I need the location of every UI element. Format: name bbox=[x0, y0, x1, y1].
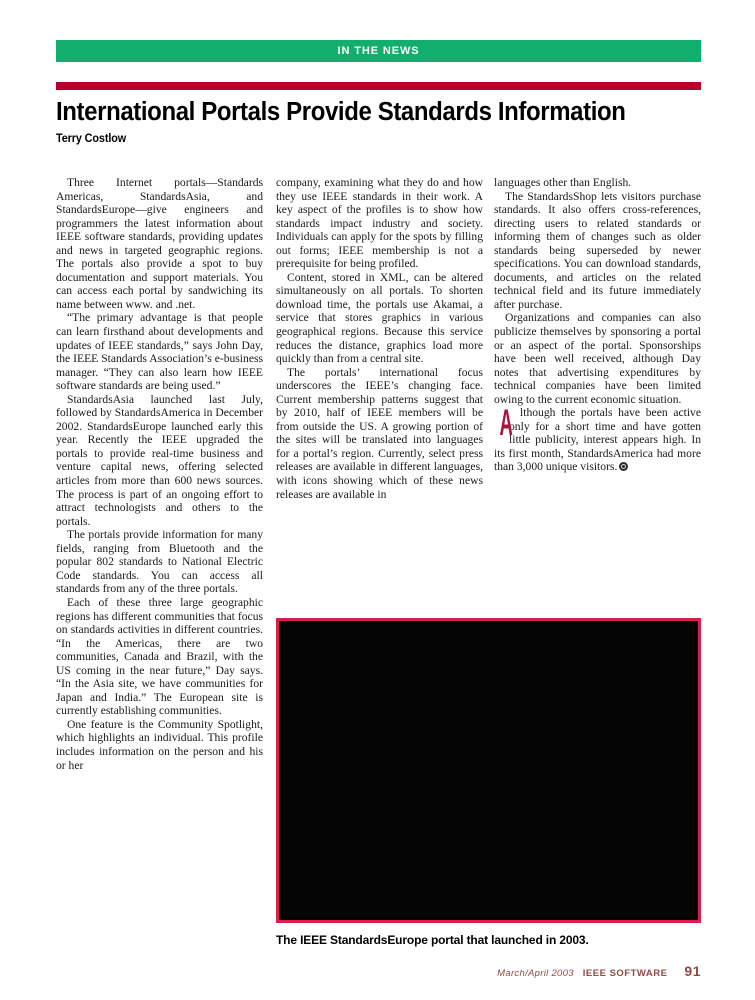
paragraph: Three Internet portals—Standards Americas, StandardsAsia, and StandardsEurope—give engineers and programmers the latest information about IEEE software standards, providing updates and news in targeted geographic regions. The portals also provide a spot to buy documentation and support materials. You can access each portal by sandwiching its name between www. and .net. bbox=[56, 176, 263, 311]
portal-screenshot-image bbox=[282, 624, 695, 917]
dropcap-paragraph bbox=[494, 402, 701, 474]
paragraph: “The primary advantage is that people can learn firsthand about developments and updates of IEEE standards,” says John Day, the IEEE Standards Association’s e-business manager. “They can also learn how IEEE software standards are being used.” bbox=[56, 311, 263, 393]
drop-cap-letter: A bbox=[499, 402, 513, 444]
footer-page-number: 91 bbox=[684, 963, 701, 979]
paragraph: languages other than English. bbox=[494, 176, 632, 189]
footer-publication-name: IEEE SOFTWARE bbox=[582, 968, 668, 979]
section-banner bbox=[56, 40, 701, 62]
paragraph: One feature is the Community Spotlight, which highlights an individual. This profile includes information on the person and his or her bbox=[56, 717, 263, 772]
crimson-divider-rule bbox=[56, 82, 701, 90]
author-byline: Terry Costlow bbox=[56, 133, 127, 145]
figure-frame bbox=[276, 618, 701, 923]
figure-caption: The IEEE StandardsEurope portal that launched in 2003. bbox=[276, 933, 589, 947]
article-column-3 bbox=[494, 176, 701, 596]
paragraph: The portals’ international focus underscores the IEEE’s changing face. Current membership patterns suggest that by 2010, half of IEEE members will be from outside the US. A growing portion of the sites will be translated into languages for a portal’s region. Currently, select press releases are available in different languages, with icons showing which of these news releases are available in bbox=[276, 365, 483, 501]
page-footer bbox=[497, 963, 701, 979]
page-title: International Portals Provide Standards Information bbox=[56, 98, 626, 126]
paragraph: Organizations and companies can also publicize themselves by sponsoring a portal or an aspect of the portal. Sponsorships have been well received, although Day notes that advertising expenditures by technical companies have been limited owing to the current economic situation. bbox=[494, 311, 701, 406]
end-of-article-mark-icon bbox=[619, 462, 628, 471]
paragraph: company, examining what they do and how they use IEEE standards in their work. A key aspect of the profiles is to show how standards impact industry and society. Individuals can apply for the spots by filling out forms; IEEE membership is not a prerequisite for being profiled. bbox=[276, 176, 483, 271]
dropcap-paragraph-text: lthough the portals have been active only for a short time and have gotten little publicity, interest appears high. In its first month, StandardsAmerica had more than 3,000 unique visitors. bbox=[494, 406, 701, 474]
paragraph: Content, stored in XML, can be altered simultaneously on all portals. To shorten download time, the portals use Akamai, a service that stores graphics in various geographical regions. Because this service reduces the distance, graphics load more quickly than from a central site. bbox=[276, 270, 483, 366]
footer-issue-date: March/April 2003 bbox=[497, 968, 574, 979]
paragraph: Each of these three large geographic regions has different communities that focus on standards activities in different countries. “In the Americas, there are two communities, Canada and Brazil, with the US coming in the near future,” Day says. “In the Asia site, we have communities for Japan and India.” The European site is currently establishing communities. bbox=[56, 595, 263, 718]
section-banner-label: IN THE NEWS bbox=[337, 45, 420, 57]
article-column-1 bbox=[56, 176, 263, 966]
figure bbox=[276, 618, 701, 923]
paragraph: The portals provide information for many fields, ranging from Bluetooth and the popular 802 standards to National Electric Code standards. You can access all standards from any of the three portals. bbox=[56, 528, 263, 596]
paragraph: StandardsAsia launched last July, followed by StandardsAmerica in December 2002. StandardsEurope launched early this year. Recently the IEEE upgraded the portals to provide real-time business and venture capital news, offering selected articles from more than 600 news sources. The process is part of an ongoing effort to attract technologists and others to the portals. bbox=[56, 392, 263, 528]
article-column-2 bbox=[276, 176, 483, 596]
paragraph: The StandardsShop lets visitors purchase standards. It also offers cross-references, directing users to related standards or informing them of changes such as older standards being superseded by newer specifications. You can download standards, documents, and articles on the related technical field and its future immediately after purchase. bbox=[494, 189, 701, 311]
